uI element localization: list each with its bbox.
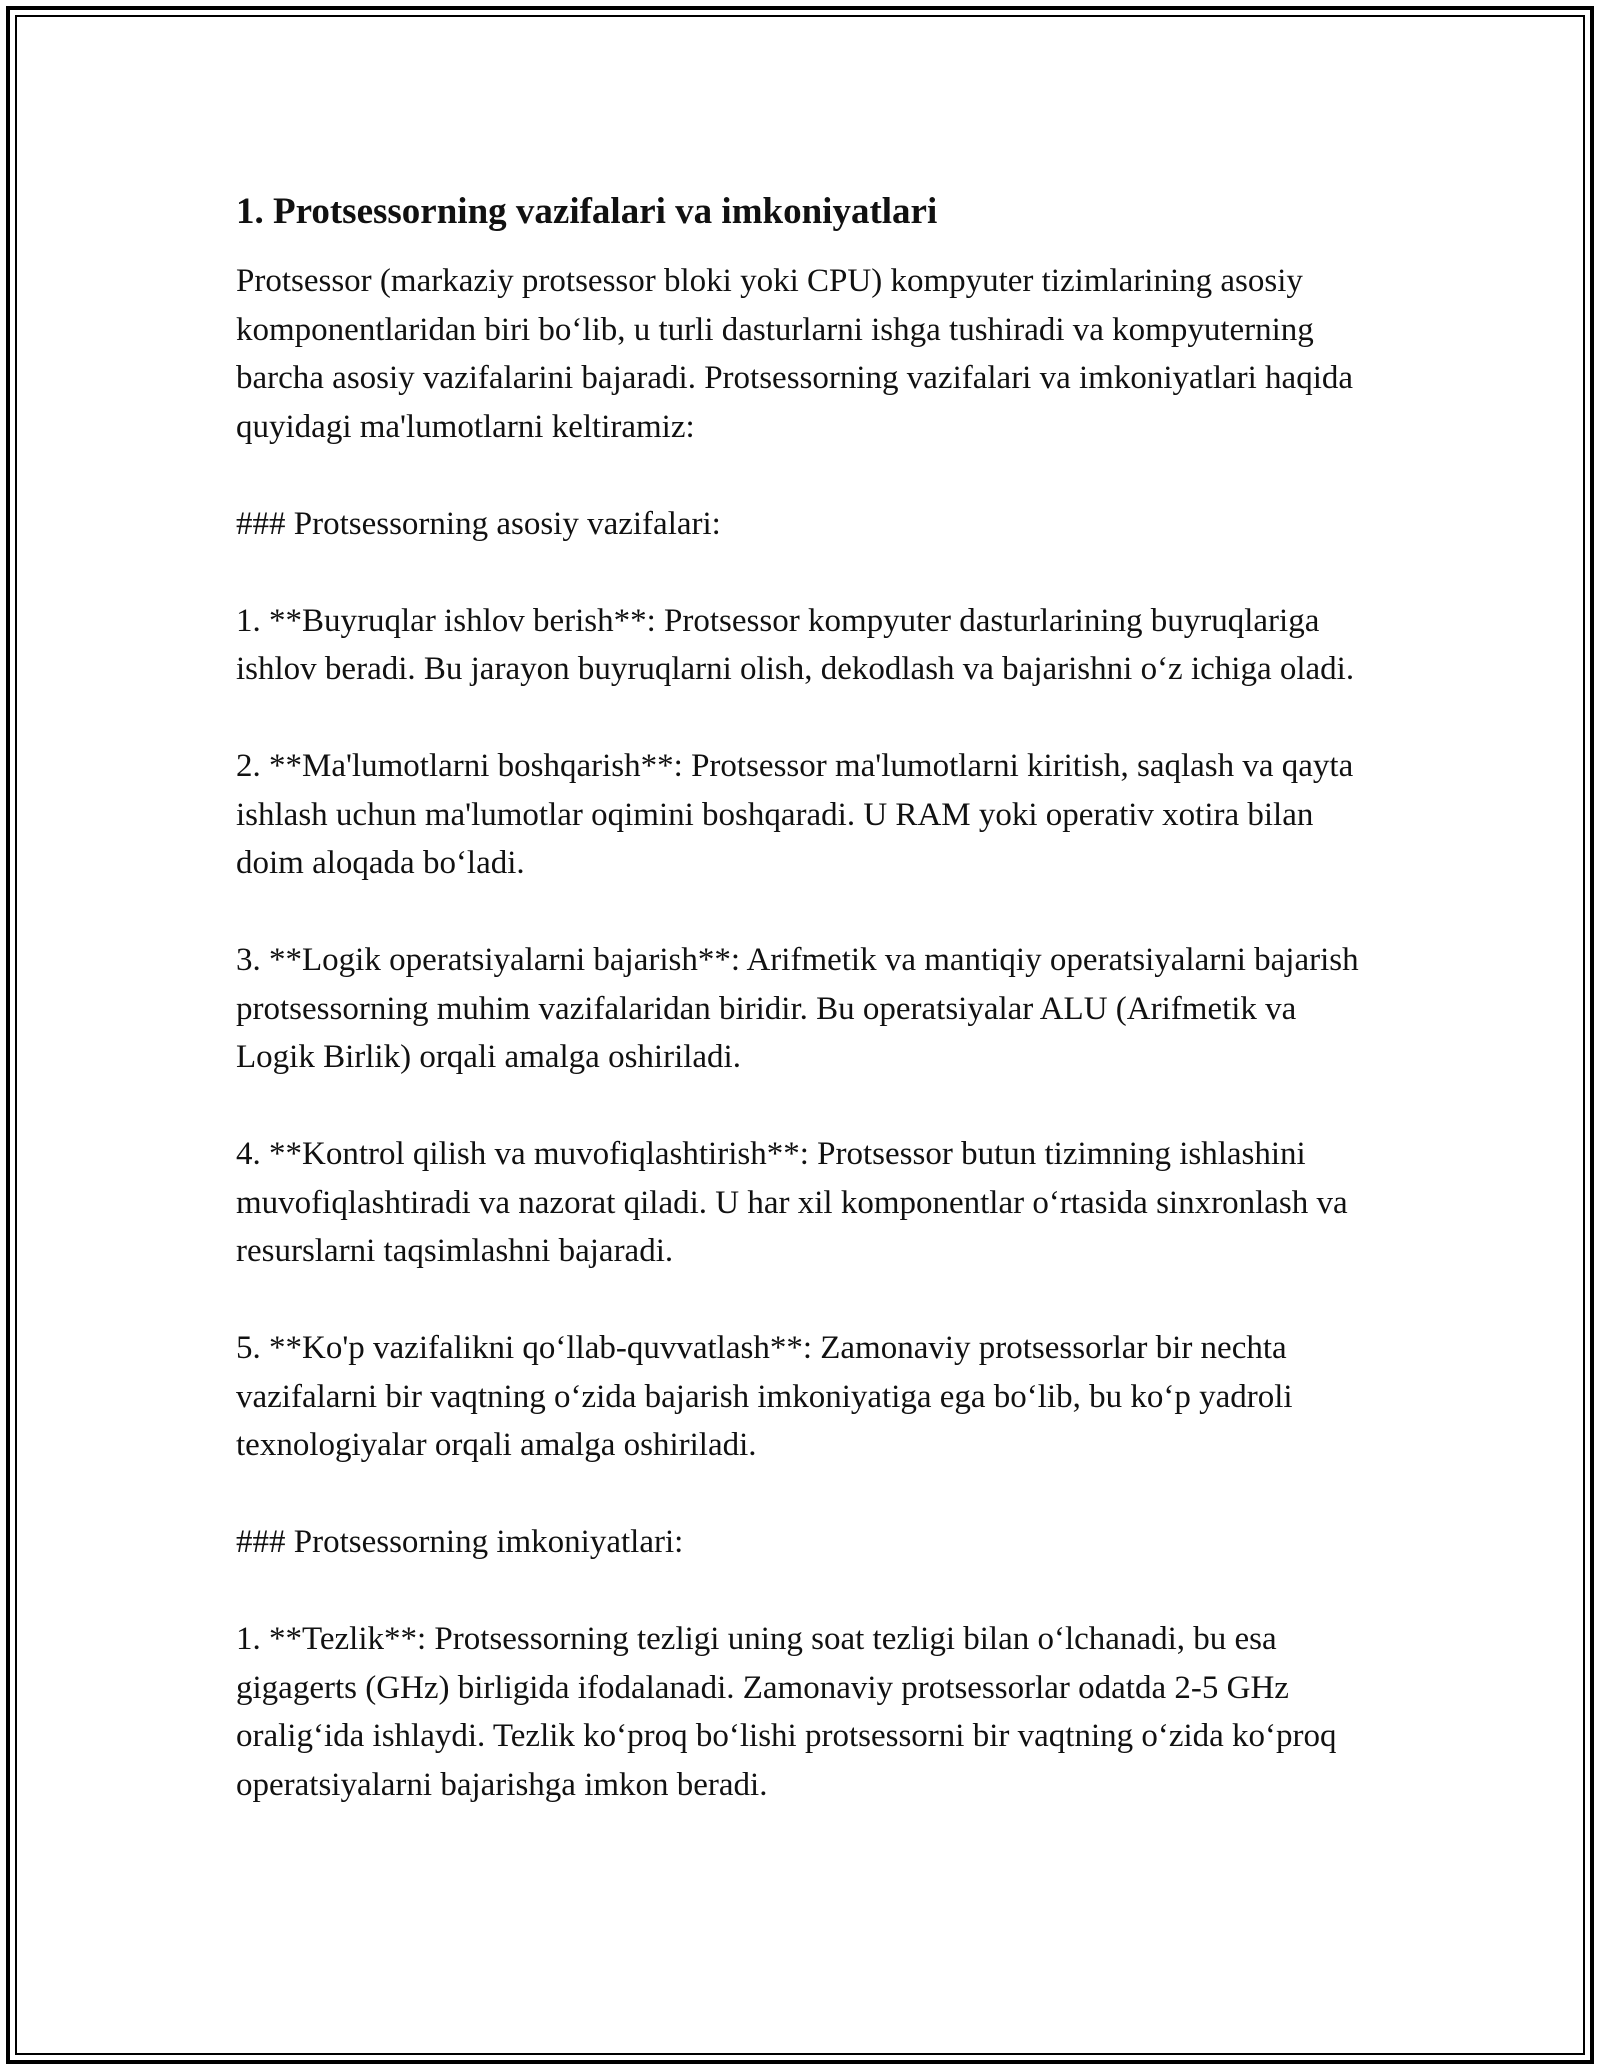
document-body [236, 186, 1376, 1809]
capability-item-1: 1. **Tezlik**: Protsessorning tezligi uning soat tezligi bilan o‘lchanadi, bu esa gigagerts (GHz) birligida ifodalanadi. Zamonaviy protsessorlar odatda 2-5 GHz oralig‘ida ishlaydi. Tezlik ko‘proq bo‘lishi protsessorni bir vaqtning o‘zida ko‘proq operatsiyalarni bajarishga imkon beradi. [236, 1621, 1337, 1803]
task-item-2: 2. **Ma'lumotlarni boshqarish**: Protsessor ma'lumotlarni kiritish, saqlash va qayta ishlash uchun ma'lumotlar oqimini boshqaradi. U RAM yoki operativ xotira bilan doim aloqada bo‘ladi. [236, 748, 1354, 881]
section-heading-tasks: ### Protsessorning asosiy vazifalari: [236, 505, 721, 542]
section-heading-capabilities: ### Protsessorning imkoniyatlari: [236, 1524, 684, 1560]
task-item-5: 5. **Ko'p vazifalikni qo‘llab-quvvatlash**: Zamonaviy protsessorlar bir nechta vazifalarni bir vaqtning o‘zida bajarish imkoniyatiga ega bo‘lib, bu ko‘p yadroli texnologiyalar orqali amalga oshiriladi. [236, 1330, 1293, 1463]
task-item-1: 1. **Buyruqlar ishlov berish**: Protsessor kompyuter dasturlarining buyruqlariga ishlov beradi. Bu jarayon buyruqlarni olish, dekodlash va bajarishni o‘z ichiga oladi. [236, 602, 1355, 687]
intro-paragraph: Protsessor (markaziy protsessor bloki yoki CPU) kompyuter tizimlarining asosiy komponentlaridan biri bo‘lib, u turli dasturlarni ishga tushiradi va kompyuterning barcha asosiy vazifalarini bajaradi. Protsessorning vazifalari va imkoniyatlari haqida quyidagi ma'lumotlarni keltiramiz: [236, 263, 1354, 445]
task-item-3: 3. **Logik operatsiyalarni bajarish**: Arifmetik va mantiqiy operatsiyalarni bajarish protsessorning muhim vazifalaridan biridir. Bu operatsiyalar ALU (Arifmetik va Logik Birlik) orqali amalga oshiriladi. [236, 942, 1359, 1075]
document-title: 1. Protsessorning vazifalari va imkoniyatlari [236, 191, 938, 232]
task-item-4: 4. **Kontrol qilish va muvofiqlashtirish**: Protsessor butun tizimning ishlashini muvofiqlashtiradi va nazorat qiladi. U har xil komponentlar o‘rtasida sinxronlash va resurslarni taqsimlashni bajaradi. [236, 1136, 1348, 1269]
